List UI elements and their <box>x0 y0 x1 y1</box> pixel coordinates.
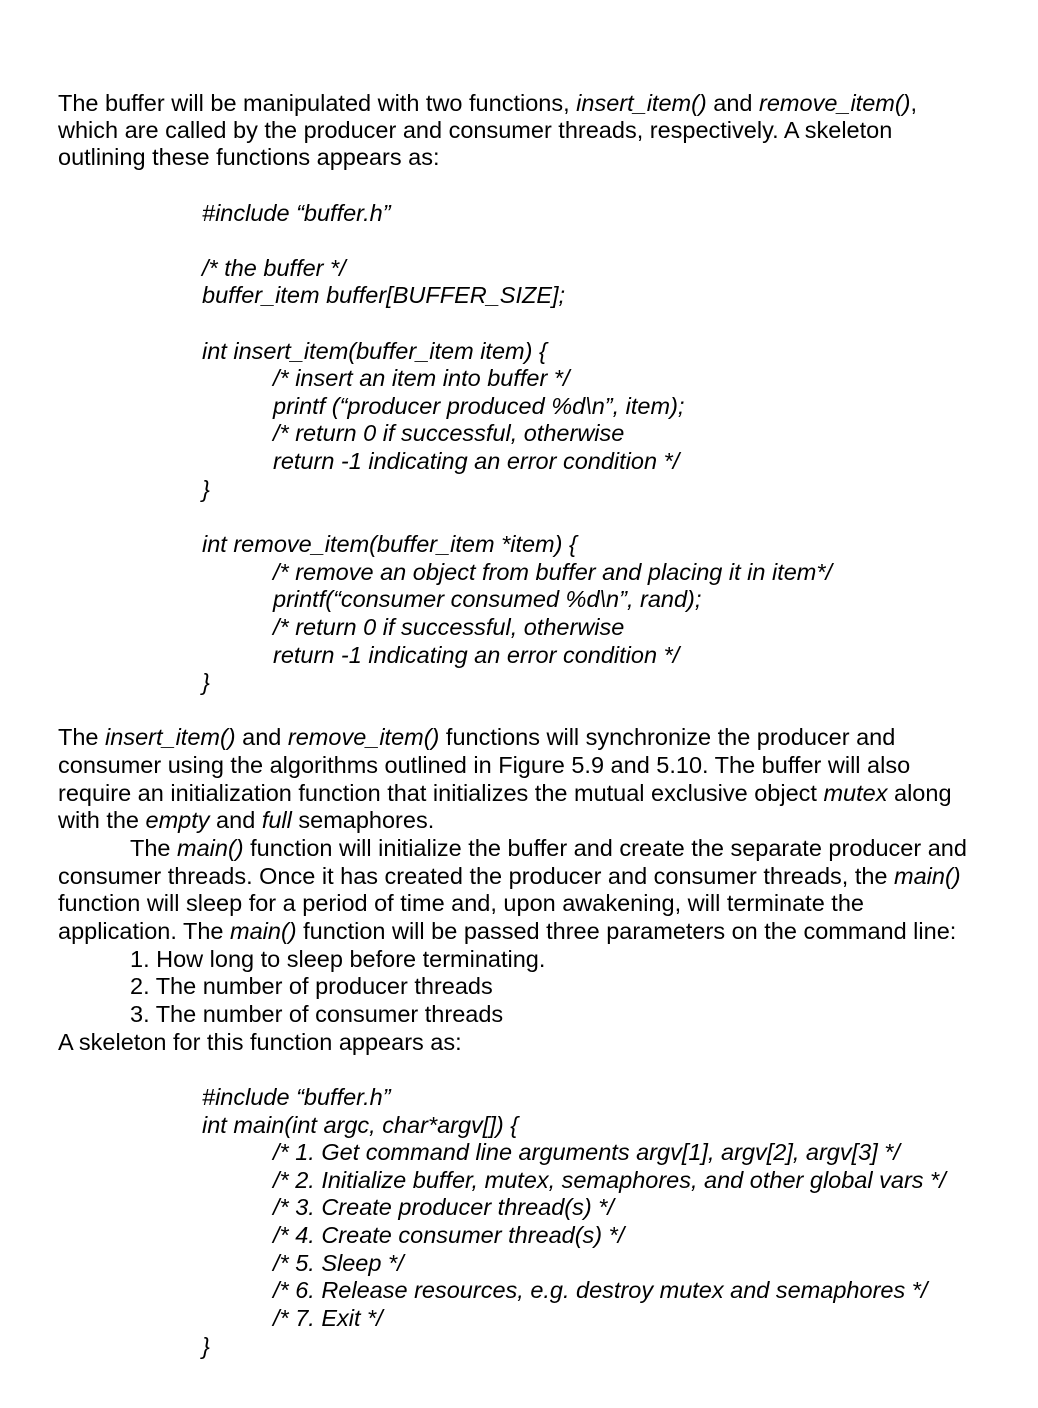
insert-item-ref: insert_item() <box>576 90 707 116</box>
full-term: full <box>261 807 292 833</box>
intro-line-1 <box>58 89 917 117</box>
para-text: and <box>235 724 288 750</box>
para-text: application. The <box>58 918 231 944</box>
para3-line-2 <box>58 862 961 890</box>
code1-comment-buffer: /* the buffer */ <box>202 255 346 281</box>
code2-close: } <box>202 1333 210 1359</box>
para-text: function will be passed three parameters on the command line: <box>296 918 957 944</box>
para-text: consumer threads. Once it has created the producer and consumer threads, the <box>58 863 895 889</box>
code2-body-line: /* 4. Create consumer thread(s) */ <box>273 1222 625 1248</box>
code2-main-signature: int main(int argc, char*argv[]) { <box>202 1112 519 1138</box>
insert-item-ref: insert_item() <box>105 724 236 750</box>
para2-line-1 <box>58 723 895 751</box>
code2-body-line: /* 6. Release resources, e.g. destroy mutex and semaphores */ <box>273 1277 928 1303</box>
para-text: The <box>130 835 178 861</box>
code1-remove-body-line: return -1 indicating an error condition */ <box>273 642 680 668</box>
para-text: functions will synchronize the producer and <box>439 724 896 750</box>
mutex-term: mutex <box>823 780 888 806</box>
code1-remove-signature: int remove_item(buffer_item *item) { <box>202 531 577 557</box>
para-text: require an initialization function that initializes the mutual exclusive object <box>58 780 824 806</box>
main-ref: main() <box>894 863 961 889</box>
main-ref: main() <box>177 835 244 861</box>
code2-body-line: /* 3. Create producer thread(s) */ <box>273 1194 614 1220</box>
para2-line-4 <box>58 806 434 834</box>
code2-body-line: /* 1. Get command line arguments argv[1], argv[2], argv[3] */ <box>273 1139 900 1165</box>
code1-insert-body-line: return -1 indicating an error condition */ <box>273 448 680 474</box>
list-item: 1. How long to sleep before terminating. <box>130 946 546 972</box>
list-item: 2. The number of producer threads <box>130 973 493 999</box>
para2-line-2: consumer using the algorithms outlined in Figure 5.9 and 5.10. The buffer will also <box>58 752 911 778</box>
para-text: The <box>58 724 106 750</box>
para3-line-4 <box>58 917 956 945</box>
para3-line-3: function will sleep for a period of time and, upon awakening, will terminate the <box>58 890 864 916</box>
para-text: along <box>887 780 952 806</box>
code2-body-line: /* 5. Sleep */ <box>273 1250 404 1276</box>
intro-line-2: which are called by the producer and consumer threads, respectively. A skeleton <box>58 117 893 143</box>
skeleton-intro: A skeleton for this function appears as: <box>58 1029 462 1055</box>
code1-buffer-decl: buffer_item buffer[BUFFER_SIZE]; <box>202 282 566 308</box>
intro-line-3: outlining these functions appears as: <box>58 144 440 170</box>
code1-insert-close: } <box>202 476 210 502</box>
empty-term: empty <box>145 807 210 833</box>
para-text: and <box>209 807 262 833</box>
intro-text: and <box>706 90 760 116</box>
para3-line-1 <box>130 834 967 862</box>
code1-include: #include “buffer.h” <box>202 200 391 226</box>
code1-remove-body-line: /* return 0 if successful, otherwise <box>273 614 625 640</box>
code2-body-line: /* 7. Exit */ <box>273 1305 383 1331</box>
remove-item-ref: remove_item() <box>759 90 911 116</box>
code1-remove-body-line: /* remove an object from buffer and placing it in item*/ <box>273 559 833 585</box>
remove-item-ref: remove_item() <box>287 724 440 750</box>
code1-remove-close: } <box>202 669 210 695</box>
code1-insert-body-line: printf (“producer produced %d\n”, item); <box>273 393 685 419</box>
code1-insert-body-line: /* insert an item into buffer */ <box>273 365 570 391</box>
para2-line-3 <box>58 779 952 807</box>
code1-insert-body-line: /* return 0 if successful, otherwise <box>273 420 625 446</box>
para-text: function will initialize the buffer and create the separate producer and <box>243 835 967 861</box>
code2-include: #include “buffer.h” <box>202 1084 391 1110</box>
code1-remove-body-line: printf(“consumer consumed %d\n”, rand); <box>273 586 702 612</box>
code1-insert-signature: int insert_item(buffer_item item) { <box>202 338 547 364</box>
main-ref: main() <box>230 918 297 944</box>
para-text: with the <box>58 807 146 833</box>
intro-text: , <box>910 90 918 116</box>
list-item: 3. The number of consumer threads <box>130 1001 504 1027</box>
code2-body-line: /* 2. Initialize buffer, mutex, semaphores, and other global vars */ <box>273 1167 946 1193</box>
intro-text: The buffer will be manipulated with two functions, <box>58 90 577 116</box>
para-text: semaphores. <box>291 807 435 833</box>
